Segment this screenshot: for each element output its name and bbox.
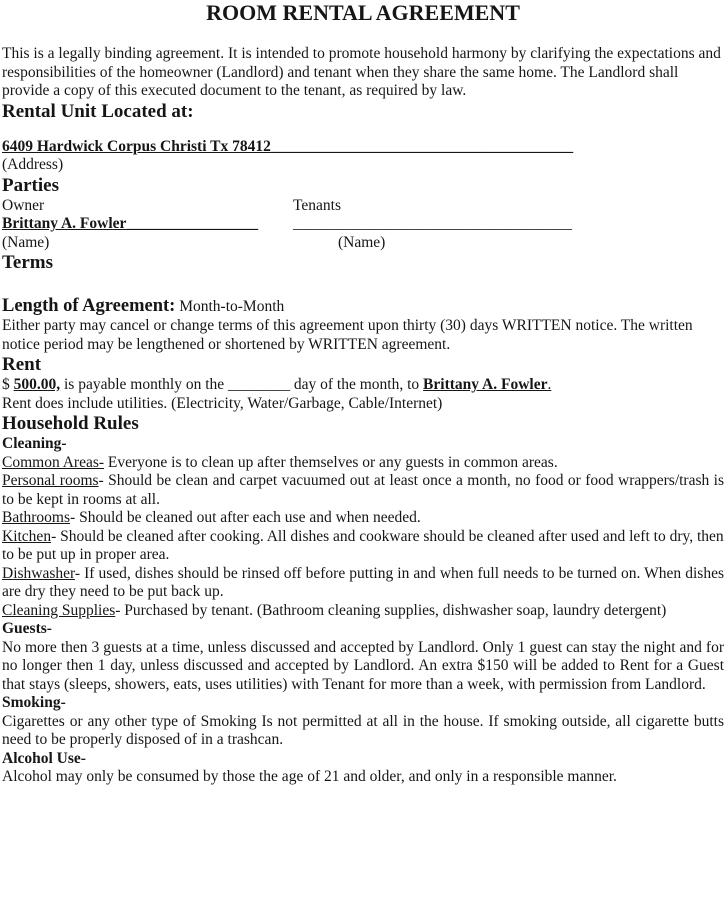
address-line — [2, 138, 724, 157]
tenants-label: Tenants — [293, 196, 341, 214]
owner-name-line — [2, 215, 293, 234]
tenant-name-caption: (Name) — [338, 233, 386, 251]
rule-text-cleaning-supplies: - Purchased by tenant. (Bathroom cleaning supplies, dishwasher soap, laundry detergent) — [115, 601, 667, 619]
rent-dollar-sign: $ — [2, 376, 10, 393]
cleaning-label: Cleaning- — [2, 435, 67, 452]
tenant-column — [293, 197, 724, 253]
owner-label: Owner — [2, 196, 45, 214]
rent-payee-period: . — [547, 376, 552, 393]
parties-heading: Parties — [2, 174, 59, 196]
alcohol-use-label: Alcohol Use- — [2, 749, 86, 767]
rule-item-cleaning-supplies — [2, 602, 724, 621]
owner-name-caption: (Name) — [2, 233, 50, 251]
parties-columns — [2, 197, 724, 253]
terms-heading: Terms — [2, 252, 54, 273]
rule-text-common-areas: Everyone is to clean up after themselves or any guests in common areas. — [104, 453, 558, 471]
owner-column — [2, 197, 293, 253]
rental-unit-heading: Rental Unit Located at: — [2, 100, 194, 122]
tenant-blank-line: ____________________________________ — [293, 215, 572, 232]
rent-day-blank: ________ — [228, 376, 291, 393]
rule-item-personal-rooms — [2, 472, 724, 509]
rent-payee-name: Brittany A. Fowler — [423, 376, 548, 393]
rent-text-a: is payable monthly on the — [64, 376, 225, 393]
owner-blank-line: _________________ — [126, 215, 259, 232]
rent-amount: 500.00, — [13, 376, 61, 393]
guests-text: No more then 3 guests at a time, unless discussed and accepted by Landlord. Only 1 guest can stay the night and for no longer then 1 day, unless discussed and accepted by Landlord. An extra $150 will be added to Rent for a Guest that stays (sleeps, showers, eats, uses utilities) with Tenant for more than a week, with permission from Landlord. — [2, 638, 724, 693]
rule-text-dishwasher: - If used, dishes should be rinsed off before putting in and when full needs to be turned on. When dishes are dry they need to be put back up. — [2, 564, 724, 600]
alcohol-use-text: Alcohol may only be consumed by those the age of 21 and older, and only in a responsible manner. — [2, 768, 617, 785]
length-of-agreement-value: Month-to-Month — [179, 298, 285, 315]
guests-label: Guests- — [2, 620, 52, 637]
rule-text-personal-rooms: - Should be clean and carpet vacuumed out at least once a month, no food or food wrappers/trash is to be kept in rooms at all. — [2, 472, 725, 508]
rule-text-kitchen: - Should be cleaned after cooking. All dishes and cookware should be cleaned after used and left to dry, then to be put up in proper area. — [2, 527, 724, 563]
rule-item-common-areas — [2, 454, 724, 473]
address-value: 6409 Hardwick Corpus Christi Tx 78412 — [2, 137, 271, 155]
address-caption: (Address) — [2, 156, 64, 173]
smoking-text: Cigarettes or any other type of Smoking Is not permitted at all in the house. If smoking outside, all cigarette butts need to be properly disposed of in a trashcan. — [2, 712, 724, 748]
rule-term-common-areas: Common Areas- — [2, 453, 105, 471]
rule-term-cleaning-supplies: Cleaning Supplies — [2, 601, 116, 619]
rule-term-kitchen: Kitchen — [2, 527, 52, 545]
household-rules-heading: Household Rules — [2, 413, 139, 434]
rule-term-bathrooms: Bathrooms — [2, 509, 71, 526]
rent-utilities-line: Rent does include utilities. (Electricity, Water/Garbage, Cable/Internet) — [2, 394, 443, 412]
rule-term-personal-rooms: Personal rooms — [2, 472, 99, 489]
owner-name-value: Brittany A. Fowler — [2, 215, 127, 232]
rent-text-b: day of the month, to — [293, 376, 420, 393]
rent-heading: Rent — [2, 354, 42, 375]
rent-line — [2, 376, 724, 395]
rule-item-kitchen — [2, 528, 724, 565]
rule-item-bathrooms — [2, 509, 724, 528]
smoking-label: Smoking- — [2, 694, 66, 711]
length-of-agreement-line — [2, 296, 724, 317]
rule-text-bathrooms: - Should be cleaned out after each use and when needed. — [70, 509, 421, 526]
intro-paragraph: This is a legally binding agreement. It is intended to promote household harmony by clarifying the expectations and responsibilities of the homeowner (Landlord) and tenant when they share the same home. The Landlord shall provide a copy of this executed document to the tenant, as required by law. — [2, 45, 721, 99]
rule-item-dishwasher — [2, 565, 724, 602]
document-title: ROOM RENTAL AGREEMENT — [206, 0, 520, 25]
rule-term-dishwasher: Dishwasher — [2, 564, 75, 582]
length-of-agreement-label: Length of Agreement: — [2, 296, 176, 316]
length-of-agreement-text: Either party may cancel or change terms of this agreement upon thirty (30) days WRITTEN notice. The written notice period may be lengthened or shortened by WRITTEN agreement. — [2, 317, 693, 353]
address-blank-line: _______________________________________ — [270, 137, 574, 155]
